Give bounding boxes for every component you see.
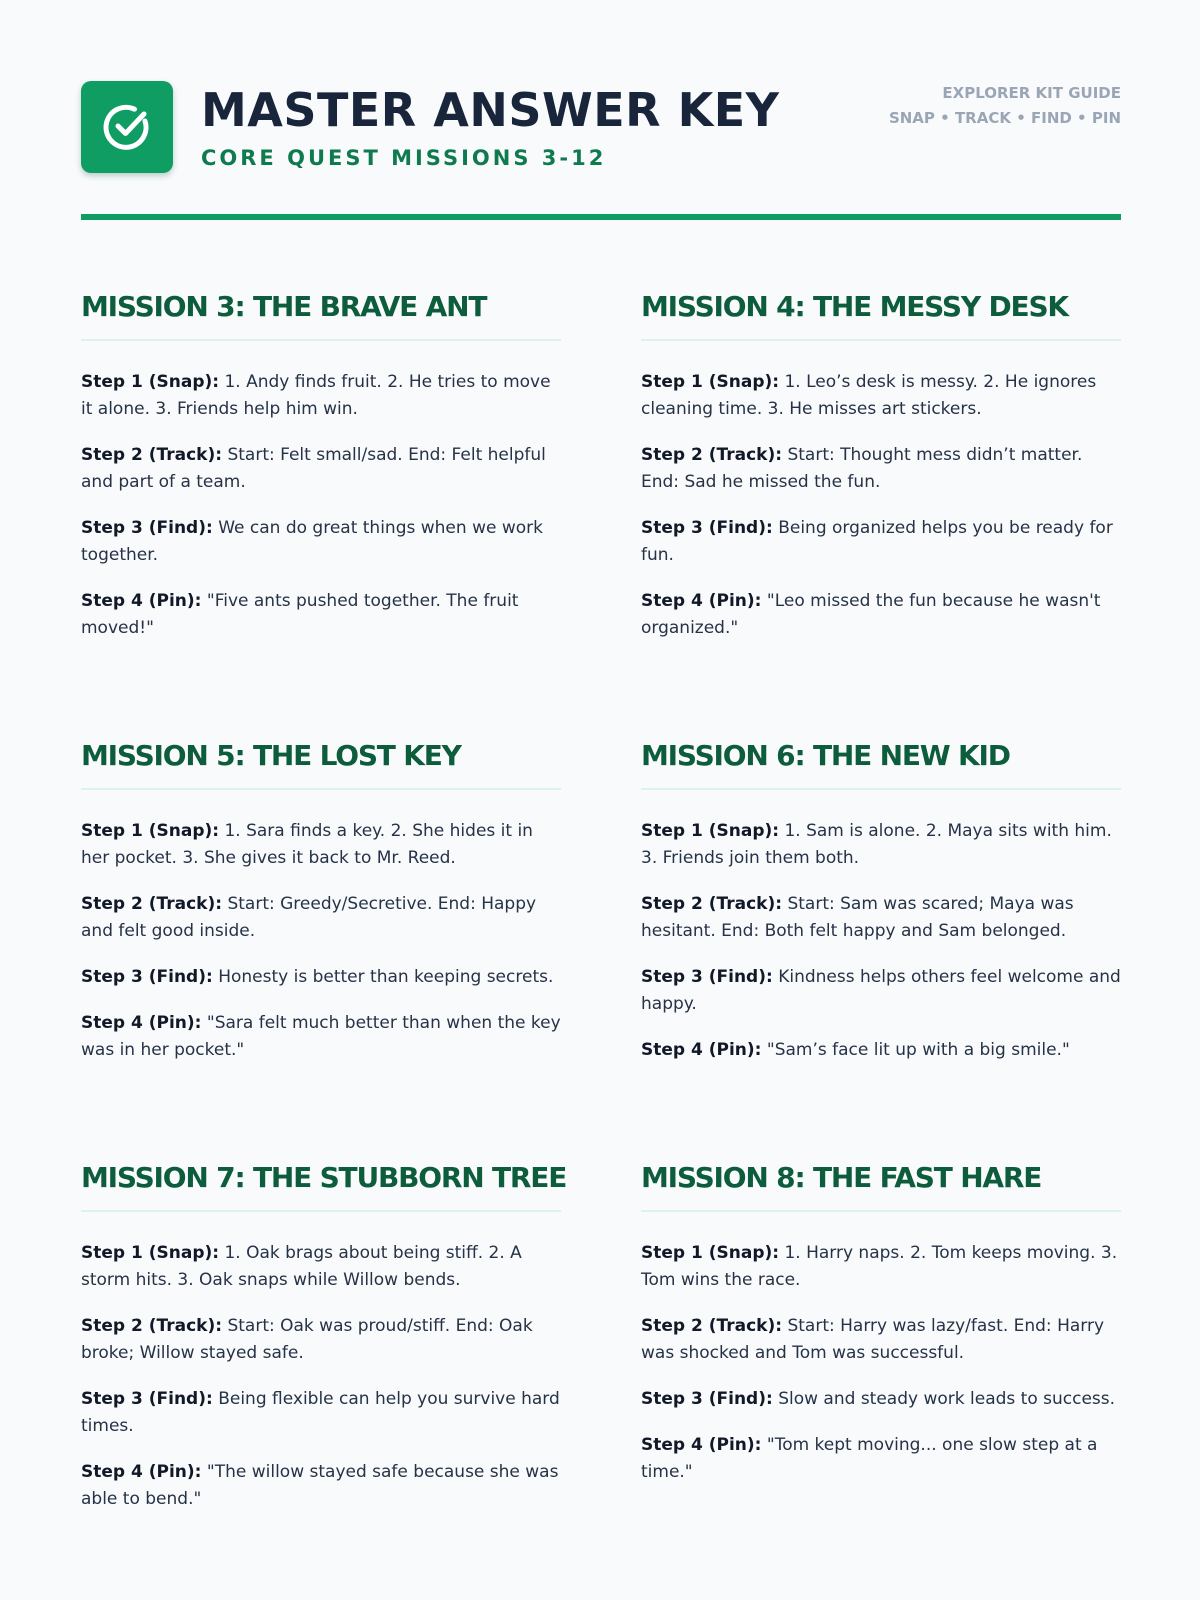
step-label: Step 4 (Pin): — [81, 591, 202, 611]
step-label: Step 3 (Find): — [81, 967, 213, 987]
mission-card — [641, 289, 1121, 661]
step-label: Step 2 (Track): — [641, 445, 783, 465]
mission-steps — [641, 818, 1121, 1064]
step-label: Step 2 (Track): — [81, 894, 223, 914]
step-label: Step 3 (Find): — [81, 518, 213, 538]
step-text: "Sara felt much better than when the key was in her pocket." — [81, 1013, 561, 1060]
step-text: Start: Oak was proud/stiff. End: Oak broke; Willow stayed safe. — [81, 1316, 533, 1363]
step-item — [81, 442, 561, 496]
step-item — [641, 1240, 1121, 1294]
guide-line-1: EXPLORER KIT GUIDE — [942, 84, 1121, 102]
step-item — [81, 1386, 561, 1440]
mission-title: MISSION 5: THE LOST KEY — [81, 738, 561, 790]
guide-line-2: SNAP • TRACK • FIND • PIN — [888, 109, 1121, 127]
step-label: Step 4 (Pin): — [641, 1040, 762, 1060]
step-text: "Leo missed the fun because he wasn't organized." — [641, 591, 1101, 638]
step-label: Step 3 (Find): — [641, 1389, 773, 1409]
step-label: Step 4 (Pin): — [81, 1462, 202, 1482]
step-text: "Tom kept moving... one slow step at a time." — [641, 1435, 1098, 1482]
check-circle-icon — [81, 81, 173, 173]
step-text: Start: Greedy/Secretive. End: Happy and felt good inside. — [81, 894, 537, 941]
step-item — [81, 818, 561, 872]
mission-title: MISSION 3: THE BRAVE ANT — [81, 289, 561, 341]
page-title: MASTER ANSWER KEY — [201, 83, 780, 137]
mission-steps — [81, 1240, 561, 1513]
step-text: Start: Sam was scared; Maya was hesitant. End: Both felt happy and Sam belonged. — [641, 894, 1074, 941]
step-text: Being organized helps you be ready for fun. — [641, 518, 1113, 565]
step-text: 1. Harry naps. 2. Tom keeps moving. 3. Tom wins the race. — [641, 1243, 1118, 1290]
step-label: Step 4 (Pin): — [641, 1435, 762, 1455]
step-text: Start: Felt small/sad. End: Felt helpful and part of a team. — [81, 445, 546, 492]
step-item — [81, 1240, 561, 1294]
answer-key-page — [81, 80, 1121, 1509]
mission-steps — [641, 1240, 1121, 1486]
step-text: Honesty is better than keeping secrets. — [218, 967, 554, 987]
step-text: We can do great things when we work together. — [81, 518, 543, 565]
step-item — [81, 1010, 561, 1064]
step-label: Step 1 (Snap): — [641, 1243, 780, 1263]
step-item — [641, 515, 1121, 569]
step-text: 1. Andy finds fruit. 2. He tries to move it alone. 3. Friends help him win. — [81, 372, 551, 419]
step-label: Step 1 (Snap): — [81, 821, 220, 841]
step-label: Step 2 (Track): — [81, 445, 223, 465]
step-text: "The willow stayed safe because she was able to bend." — [81, 1462, 559, 1509]
step-item — [81, 1313, 561, 1367]
mission-card — [81, 1160, 567, 1532]
mission-card — [641, 738, 1121, 1083]
step-text: "Sam’s face lit up with a big smile." — [766, 1040, 1070, 1060]
mission-title: MISSION 6: THE NEW KID — [641, 738, 1121, 790]
step-item — [641, 891, 1121, 945]
step-label: Step 3 (Find): — [641, 518, 773, 538]
step-label: Step 1 (Snap): — [81, 1243, 220, 1263]
step-text: 1. Oak brags about being stiff. 2. A storm hits. 3. Oak snaps while Willow bends. — [81, 1243, 522, 1290]
mission-title: MISSION 7: THE STUBBORN TREE — [81, 1160, 561, 1212]
mission-steps — [641, 369, 1121, 642]
mission-card — [641, 1160, 1121, 1505]
step-text: 1. Sara finds a key. 2. She hides it in her pocket. 3. She gives it back to Mr. Reed. — [81, 821, 533, 868]
step-item — [641, 1037, 1121, 1064]
step-text: Slow and steady work leads to success. — [778, 1389, 1116, 1409]
step-text: 1. Leo’s desk is messy. 2. He ignores cleaning time. 3. He misses art stickers. — [641, 372, 1097, 419]
step-label: Step 1 (Snap): — [81, 372, 220, 392]
page-header — [81, 80, 1121, 212]
step-item — [641, 818, 1121, 872]
step-item — [81, 964, 561, 991]
step-item — [81, 891, 561, 945]
step-item — [641, 1386, 1121, 1413]
step-item — [81, 515, 561, 569]
step-text: "Five ants pushed together. The fruit moved!" — [81, 591, 519, 638]
step-label: Step 2 (Track): — [81, 1316, 223, 1336]
step-label: Step 1 (Snap): — [641, 372, 780, 392]
step-item — [641, 1313, 1121, 1367]
mission-card — [81, 738, 561, 1083]
step-label: Step 2 (Track): — [641, 1316, 783, 1336]
step-label: Step 1 (Snap): — [641, 821, 780, 841]
step-label: Step 3 (Find): — [641, 967, 773, 987]
step-item — [81, 369, 561, 423]
mission-card — [81, 289, 561, 661]
step-item — [641, 1432, 1121, 1486]
mission-title: MISSION 4: THE MESSY DESK — [641, 289, 1121, 341]
step-text: Start: Harry was lazy/fast. End: Harry was shocked and Tom was successful. — [641, 1316, 1105, 1363]
page-subtitle: CORE QUEST MISSIONS 3-12 — [201, 146, 607, 170]
step-item — [81, 1459, 561, 1513]
step-label: Step 2 (Track): — [641, 894, 783, 914]
header-divider — [81, 214, 1121, 220]
mission-title: MISSION 8: THE FAST HARE — [641, 1160, 1121, 1212]
step-text: Being flexible can help you survive hard times. — [81, 1389, 560, 1436]
step-item — [81, 588, 561, 642]
step-text: Start: Thought mess didn’t matter. End: Sad he missed the fun. — [641, 445, 1083, 492]
guide-label — [889, 81, 1121, 131]
step-item — [641, 369, 1121, 423]
step-text: Kindness helps others feel welcome and happy. — [641, 967, 1121, 1014]
mission-steps — [81, 369, 561, 642]
step-item — [641, 588, 1121, 642]
step-item — [641, 442, 1121, 496]
step-label: Step 4 (Pin): — [641, 591, 762, 611]
step-label: Step 3 (Find): — [81, 1389, 213, 1409]
step-item — [641, 964, 1121, 1018]
mission-steps — [81, 818, 561, 1064]
step-text: 1. Sam is alone. 2. Maya sits with him. 3. Friends join them both. — [641, 821, 1112, 868]
step-label: Step 4 (Pin): — [81, 1013, 202, 1033]
